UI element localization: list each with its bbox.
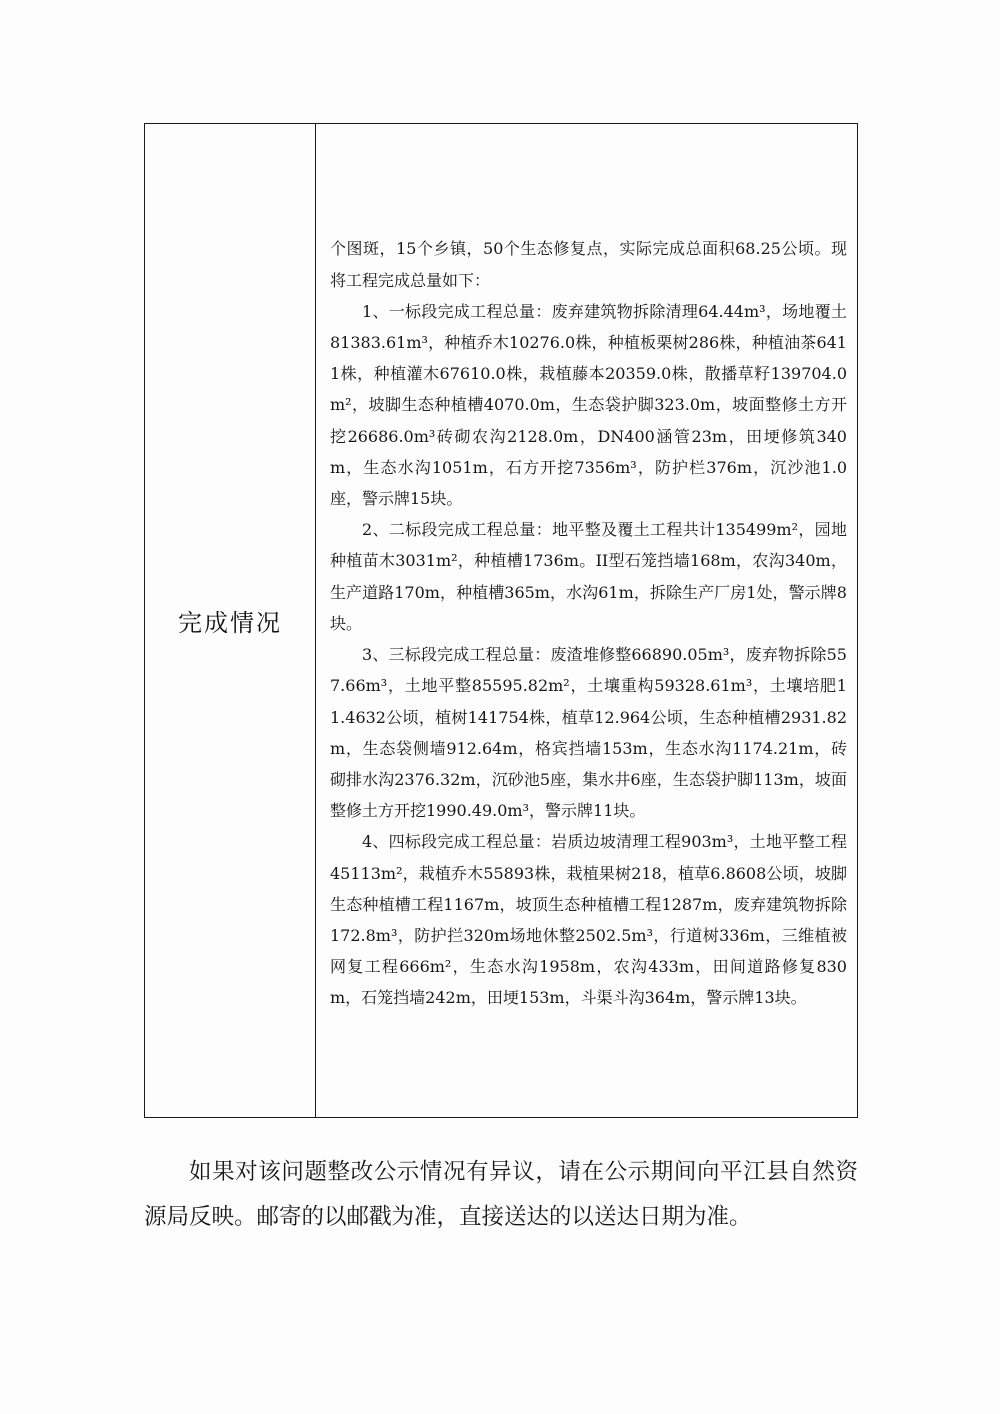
section-2-paragraph: 2、二标段完成工程总量：地平整及覆土工程共计135499m²，园地种植苗木3031m²，种植槽1736m。II型石笼挡墙168m，农沟340m，生产道路170m，种植槽365m，水沟61m，拆除生产厂房1处，警示牌8块。	[330, 520, 847, 633]
completion-row	[145, 124, 858, 1118]
completion-content	[316, 227, 857, 1013]
section-3-paragraph: 3、三标段完成工程总量：废渣堆修整66890.05m³，废弃物拆除557.66m³，土地平整85595.82m²，土壤重构59328.61m³，土壤培肥11.4632公顷，植树141754株，植草12.964公顷，生态种植槽2931.82m，生态袋侧墙912.64m，格宾挡墙153m，生态水沟1174.21m，砖砌排水沟2376.32m，沉砂池5座，集水井6座，生态袋护脚113m，坡面整修土方开挖1990.49.0m³，警示牌11块。	[330, 645, 847, 821]
label-cell	[145, 124, 316, 1118]
content-cell	[316, 124, 858, 1118]
section-1-paragraph: 1、一标段完成工程总量：废弃建筑物拆除清理64.44m³，场地覆土81383.61m³，种植乔木10276.0株，种植板栗树286株，种植油茶6411株，种植灌木67610.0株，栽植藤本20359.0株，散播草籽139704.0m²，坡脚生态种植槽4070.0m，生态袋护脚323.0m，坡面整修土方开挖26686.0m³砖砌农沟2128.0m，DN400涵管23m，田埂修筑340m，生态水沟1051m，石方开挖7356m³，防护栏376m，沉沙池1.0座，警示牌15块。	[330, 301, 847, 509]
section-4-paragraph: 4、四标段完成工程总量：岩质边坡清理工程903m³，土地平整工程45113m²，栽植乔木55893株，栽植果树218，植草6.8608公顷，坡脚生态种植槽工程1167m，坡顶生态种植槽工程1287m，废弃建筑物拆除172.8m³，防护拦320m场地休整2502.5m³，行道树336m，三维植被网复工程666m²，生态水沟1958m，农沟433m，田间道路修复830m，石笼挡墙242m，田埂153m，斗渠斗沟364m，警示牌13块。	[330, 832, 847, 1008]
completion-table	[144, 123, 858, 1118]
completion-label: 完成情况	[178, 609, 282, 637]
intro-paragraph: 个图斑，15个乡镇，50个生态修复点，实际完成总面积68.25公顷。现将工程完成总量如下：	[330, 239, 847, 290]
objection-notice: 如果对该问题整改公示情况有异议，请在公示期间向平江县自然资源局反映。邮寄的以邮戳为准，直接送达的以送达日期为准。	[144, 1159, 858, 1230]
